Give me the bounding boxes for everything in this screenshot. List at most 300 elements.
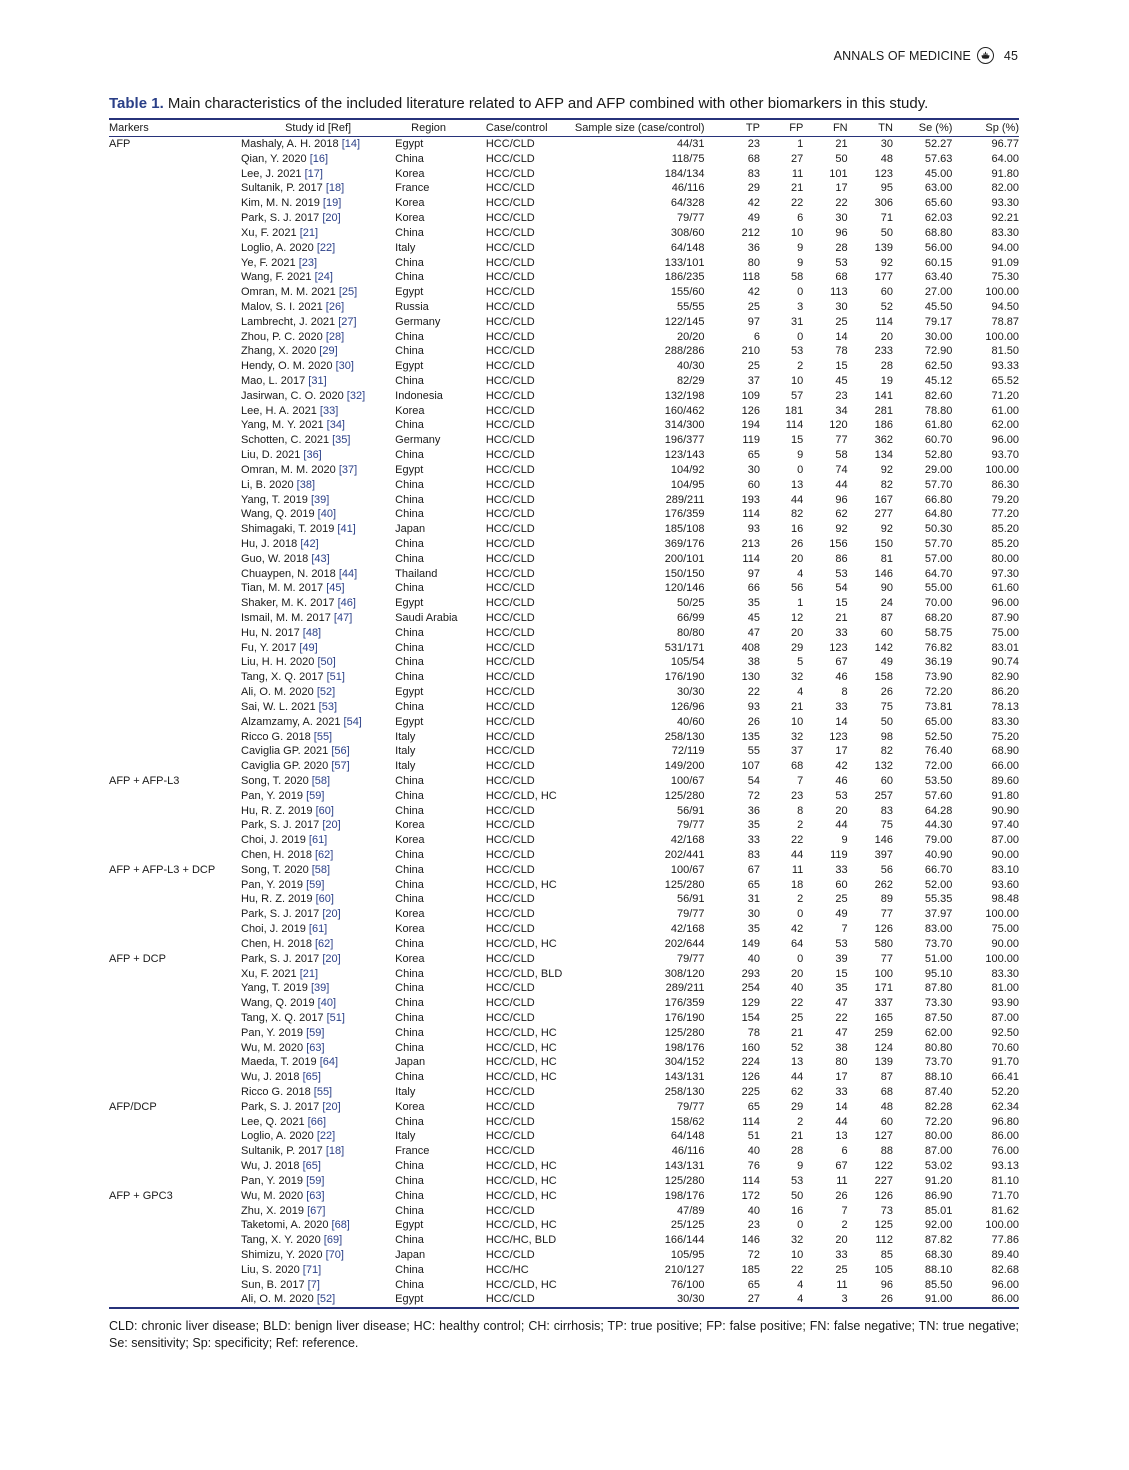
cell-sample-size: 258/130	[664, 730, 705, 743]
table-bottom-rule	[109, 1307, 1019, 1309]
reference-link[interactable]: [40]	[317, 997, 337, 1010]
cell-tp: 6	[753, 330, 760, 343]
cell-sample-size: 72/119	[671, 745, 705, 758]
reference-link[interactable]: [60]	[315, 893, 334, 906]
cell-study-id	[241, 1278, 395, 1293]
reference-link[interactable]: [33]	[319, 404, 339, 417]
cell-sp: 90.74	[991, 656, 1019, 669]
cell-study-id	[241, 952, 395, 967]
cell-fp: 29	[791, 641, 804, 654]
reference-link[interactable]: [54]	[343, 715, 362, 728]
cell-sp: 86.30	[991, 478, 1019, 491]
table-row	[109, 981, 1019, 996]
cell-fn: 60	[835, 878, 848, 891]
cell-case-control: HCC/CLD	[485, 449, 535, 462]
reference-link[interactable]: [20]	[322, 819, 341, 832]
cell-marker	[109, 1263, 241, 1278]
table-row	[109, 418, 1019, 433]
cell-marker: AFP + AFP-L3	[109, 774, 180, 787]
reference-link[interactable]: [58]	[311, 774, 331, 787]
cell-tp: 109	[741, 389, 760, 402]
cell-sample-size: 288/286	[664, 345, 705, 358]
study-name: Lee, J. 2021	[241, 167, 302, 180]
cell-sp: 83.01	[991, 641, 1019, 654]
cell-marker	[109, 1233, 241, 1248]
reference-link[interactable]: [51]	[326, 671, 345, 684]
cell-region: China	[395, 256, 424, 269]
cell-se: 72.00	[924, 760, 953, 773]
reference-link[interactable]: [18]	[325, 1145, 345, 1158]
cell-region: China	[395, 1041, 424, 1054]
reference-link[interactable]: [55]	[313, 1086, 333, 1098]
cell-region: Egypt	[395, 463, 424, 476]
reference-link[interactable]: [14]	[341, 138, 361, 150]
cell-region: Italy	[395, 730, 416, 743]
study-name: Ismail, M. M. 2017	[241, 612, 331, 624]
cell-tn: 114	[875, 315, 893, 328]
reference-link[interactable]: [42]	[300, 537, 319, 550]
cell-tn: 82	[880, 745, 893, 758]
cell-fp: 21	[791, 1026, 804, 1039]
cell-study-id	[241, 522, 395, 537]
reference-link[interactable]: [59]	[306, 878, 325, 891]
cell-region: Russia	[395, 300, 429, 313]
reference-link[interactable]: [50]	[317, 656, 336, 669]
cell-tp: 35	[747, 819, 760, 832]
cell-case-control: HCC/CLD	[485, 1130, 535, 1143]
cell-sp: 98.48	[991, 893, 1019, 906]
cell-case-control: HCC/CLD	[485, 908, 535, 921]
cell-sample-size: 100/67	[670, 774, 705, 787]
reference-link[interactable]: [45]	[326, 582, 345, 595]
reference-link[interactable]: [67]	[307, 1204, 326, 1217]
table-body	[109, 137, 1019, 1307]
cell-tp: 40	[747, 952, 760, 965]
cell-se: 30.00	[924, 330, 953, 343]
cell-marker	[109, 344, 241, 359]
cell-sp: 82.90	[991, 671, 1019, 684]
cell-tn: 146	[874, 834, 893, 847]
cell-se: 45.00	[924, 167, 953, 180]
cell-study-id	[241, 1204, 395, 1219]
cell-fp: 42	[791, 923, 804, 936]
reference-link[interactable]: [19]	[322, 197, 342, 210]
cell-sp: 100.00	[985, 908, 1019, 921]
cell-sp: 86.00	[991, 1130, 1019, 1143]
cell-sample-size: 125/280	[664, 1174, 705, 1187]
cell-sp: 70.60	[991, 1041, 1019, 1054]
cell-sample-size: 202/441	[664, 849, 705, 861]
cell-fn: 14	[835, 330, 848, 343]
reference-link[interactable]: [64]	[319, 1056, 339, 1069]
cell-marker	[109, 493, 241, 508]
cell-case-control: HCC/HC	[485, 1263, 529, 1276]
reference-link[interactable]: [62]	[315, 849, 334, 861]
cell-fp: 1	[797, 597, 804, 610]
cell-region: China	[395, 345, 424, 358]
reference-link[interactable]: [53]	[318, 700, 338, 713]
cell-sp: 62.34	[991, 1100, 1019, 1113]
table-row	[109, 256, 1019, 271]
cell-marker	[109, 848, 241, 863]
study-name: Lee, Q. 2021	[241, 1115, 305, 1128]
cell-region: Korea	[395, 819, 425, 832]
cell-fp: 44	[791, 849, 804, 861]
reference-link[interactable]: [21]	[299, 226, 319, 239]
cell-fn: 50	[835, 152, 848, 165]
cell-sample-size: 56/91	[677, 893, 705, 906]
cell-study-id	[241, 685, 395, 700]
cell-tn: 82	[880, 478, 893, 491]
reference-link[interactable]: [40]	[317, 508, 337, 521]
cell-tn: 50	[880, 715, 893, 728]
cell-se: 52.00	[924, 878, 953, 891]
cell-sp: 91.70	[991, 1056, 1019, 1069]
reference-link[interactable]: [61]	[308, 923, 328, 936]
reference-link[interactable]: [63]	[306, 1041, 325, 1054]
cell-se: 52.27	[924, 138, 953, 150]
cell-se: 50.30	[924, 523, 953, 536]
cell-fp: 7	[797, 774, 804, 787]
cell-study-id	[241, 1115, 395, 1130]
cell-region: China	[395, 449, 424, 462]
cell-case-control: HCC/CLD	[485, 1145, 535, 1158]
cell-sample-size: 304/152	[664, 1056, 705, 1069]
reference-link[interactable]: [17]	[304, 167, 323, 180]
study-name: Park, S. J. 2017	[241, 908, 320, 921]
cell-marker	[109, 922, 241, 937]
cell-fp: 10	[791, 715, 804, 728]
reference-link[interactable]: [36]	[303, 449, 322, 462]
study-name: Xu, F. 2021	[241, 226, 297, 239]
cell-marker	[109, 878, 241, 893]
cell-se: 53.02	[924, 1160, 953, 1173]
cell-fp: 16	[791, 1204, 804, 1217]
cell-tn: 60	[880, 1115, 893, 1128]
cell-study-id	[241, 1085, 395, 1100]
table-row	[109, 892, 1019, 907]
cell-se: 60.70	[924, 434, 953, 447]
cell-case-control: HCC/CLD	[485, 1086, 535, 1098]
cell-sp: 71.70	[991, 1189, 1019, 1202]
reference-link[interactable]: [27]	[338, 315, 357, 328]
cell-se: 68.30	[924, 1248, 953, 1261]
cell-study-id	[241, 418, 395, 433]
cell-case-control: HCC/CLD	[485, 774, 535, 787]
cell-study-id	[241, 730, 395, 745]
reference-link[interactable]: [62]	[315, 937, 334, 950]
reference-link[interactable]: [68]	[331, 1219, 350, 1232]
cell-tp: 25	[747, 300, 760, 313]
cell-case-control: HCC/CLD, BLD	[485, 967, 563, 980]
reference-link[interactable]: [38]	[296, 478, 316, 491]
cell-sample-size: 20/20	[677, 330, 705, 343]
table-row	[109, 167, 1019, 182]
cell-study-id	[241, 330, 395, 345]
cell-case-control: HCC/CLD	[485, 360, 535, 373]
cell-sp: 62.00	[991, 419, 1019, 432]
cell-study-id	[241, 1011, 395, 1026]
cell-fp: 12	[791, 612, 804, 624]
study-name: Shimagaki, T. 2019	[241, 523, 335, 536]
study-name: Park, S. J. 2017	[241, 819, 320, 832]
cell-se: 80.80	[924, 1041, 953, 1054]
cell-tp: 293	[741, 967, 760, 980]
reference-link[interactable]: [35]	[332, 434, 351, 447]
cell-study-id	[241, 833, 395, 848]
cell-marker	[109, 404, 241, 419]
reference-link[interactable]: [20]	[322, 952, 341, 965]
cell-fp: 26	[791, 537, 804, 550]
publisher-logo-icon	[977, 47, 994, 64]
cell-region: China	[395, 1234, 424, 1247]
cell-study-id	[241, 374, 395, 389]
reference-link[interactable]: [31]	[308, 375, 327, 387]
reference-link[interactable]: [70]	[325, 1248, 344, 1261]
cell-fn: 68	[835, 271, 848, 284]
reference-link[interactable]: [56]	[331, 745, 350, 758]
reference-link[interactable]: [20]	[322, 212, 341, 225]
cell-case-control: HCC/CLD	[485, 893, 535, 906]
column-header-fn: FN	[832, 122, 848, 134]
cell-se: 87.82	[924, 1234, 953, 1247]
cell-study-id	[241, 878, 395, 893]
cell-study-id	[241, 1174, 395, 1189]
cell-marker	[109, 418, 241, 433]
cell-region: Egypt	[395, 286, 424, 299]
study-name: Pan, Y. 2019	[241, 789, 303, 802]
cell-sample-size: 46/116	[671, 182, 705, 195]
cell-fn: 11	[836, 1174, 848, 1187]
column-header-tp: TP	[745, 122, 760, 134]
cell-sample-size: 64/148	[670, 1130, 705, 1143]
cell-se: 88.10	[924, 1263, 953, 1276]
reference-link[interactable]: [23]	[298, 256, 318, 269]
reference-link[interactable]: [37]	[338, 463, 358, 476]
study-name: Alzamzamy, A. 2021	[241, 715, 341, 728]
reference-link[interactable]: [46]	[337, 597, 356, 610]
cell-tp: 78	[747, 1026, 760, 1039]
cell-sp: 96.80	[991, 1115, 1019, 1128]
cell-region: Italy	[395, 1086, 416, 1098]
cell-study-id	[241, 359, 395, 374]
table-row	[109, 404, 1019, 419]
cell-sample-size: 79/77	[677, 1100, 705, 1113]
cell-sample-size: 143/131	[664, 1071, 705, 1084]
cell-tn: 48	[880, 1100, 893, 1113]
study-name: Choi, J. 2019	[241, 923, 306, 936]
cell-study-id	[241, 315, 395, 330]
cell-tn: 77	[880, 908, 893, 921]
cell-fp: 37	[791, 745, 804, 758]
reference-link[interactable]: [25]	[338, 286, 358, 299]
cell-tn: 362	[874, 434, 893, 447]
cell-fp: 32	[791, 671, 804, 684]
cell-sample-size: 46/116	[671, 1145, 705, 1158]
cell-marker	[109, 270, 241, 285]
table-row	[109, 359, 1019, 374]
table-row	[109, 655, 1019, 670]
cell-region: Italy	[395, 760, 416, 773]
reference-link[interactable]: [43]	[311, 552, 330, 565]
cell-fp: 44	[791, 1071, 804, 1084]
reference-link[interactable]: [44]	[338, 567, 358, 580]
cell-sp: 83.30	[991, 715, 1019, 728]
cell-tn: 85	[880, 1248, 893, 1261]
cell-sample-size: 202/644	[664, 937, 705, 950]
cell-se: 52.80	[924, 449, 953, 462]
reference-link[interactable]: [30]	[335, 360, 354, 373]
cell-sp: 92.21	[991, 212, 1019, 225]
cell-tp: 126	[741, 1071, 760, 1084]
reference-link[interactable]: [47]	[333, 612, 353, 624]
reference-link[interactable]: [22]	[316, 1130, 336, 1143]
cell-tp: 65	[747, 1100, 760, 1113]
cell-fn: 26	[835, 1189, 848, 1202]
cell-marker	[109, 1144, 241, 1159]
reference-link[interactable]: [21]	[299, 967, 319, 980]
reference-link[interactable]: [60]	[315, 804, 334, 817]
cell-sp: 93.33	[991, 360, 1019, 373]
cell-region: China	[395, 656, 424, 669]
cell-sp: 97.30	[991, 567, 1019, 580]
reference-link[interactable]: [20]	[322, 908, 341, 921]
reference-link[interactable]: [32]	[346, 389, 366, 402]
table-row	[109, 1189, 1019, 1204]
reference-link[interactable]: [16]	[309, 152, 329, 165]
cell-fp: 11	[791, 863, 804, 876]
reference-link[interactable]: [63]	[306, 1189, 325, 1202]
reference-link[interactable]: [52]	[316, 1293, 336, 1306]
reference-link[interactable]: [55]	[313, 730, 333, 743]
cell-study-id	[241, 1159, 395, 1174]
cell-case-control: HCC/CLD	[485, 330, 535, 343]
reference-link[interactable]: [22]	[316, 241, 336, 254]
cell-tn: 123	[874, 167, 893, 180]
cell-fn: 25	[835, 315, 848, 328]
reference-link[interactable]: [34]	[326, 419, 345, 432]
reference-link[interactable]: [18]	[325, 182, 345, 195]
cell-tn: 50	[880, 226, 893, 239]
cell-fn: 35	[835, 982, 848, 995]
cell-marker	[109, 537, 241, 552]
cell-tn: 124	[874, 1041, 893, 1054]
cell-study-id	[241, 1218, 395, 1233]
reference-link[interactable]: [26]	[325, 300, 345, 313]
reference-link[interactable]: [65]	[302, 1160, 321, 1173]
cell-sp: 93.13	[991, 1160, 1019, 1173]
cell-fn: 96	[835, 493, 848, 506]
cell-sp: 90.00	[991, 849, 1019, 861]
cell-fn: 14	[835, 715, 848, 728]
cell-tp: 154	[741, 1011, 760, 1024]
reference-link[interactable]: [7]	[307, 1278, 320, 1291]
cell-fn: 2	[841, 1219, 848, 1232]
reference-link[interactable]: [48]	[302, 626, 322, 639]
cell-tp: 67	[747, 863, 760, 876]
cell-marker	[109, 818, 241, 833]
cell-fp: 0	[797, 952, 804, 965]
reference-link[interactable]: [58]	[311, 863, 331, 876]
cell-study-id	[241, 389, 395, 404]
cell-sample-size: 55/55	[677, 300, 705, 313]
cell-fn: 20	[835, 804, 848, 817]
cell-marker	[109, 937, 241, 952]
table-row	[109, 878, 1019, 893]
cell-fn: 67	[835, 1160, 848, 1173]
cell-tp: 114	[742, 552, 760, 565]
reference-link[interactable]: [65]	[302, 1071, 321, 1084]
reference-link[interactable]: [71]	[302, 1263, 322, 1276]
cell-sample-size: 176/190	[664, 671, 705, 684]
cell-region: Egypt	[395, 1293, 424, 1306]
cell-region: Korea	[395, 197, 425, 210]
table-row	[109, 967, 1019, 982]
reference-link[interactable]: [59]	[306, 1026, 325, 1039]
reference-link[interactable]: [66]	[307, 1115, 327, 1128]
cell-region: China	[395, 967, 424, 980]
cell-region: Korea	[395, 404, 425, 417]
reference-link[interactable]: [20]	[322, 1100, 341, 1113]
reference-link[interactable]: [61]	[308, 834, 328, 847]
cell-sp: 83.30	[991, 967, 1019, 980]
cell-region: Korea	[395, 834, 425, 847]
cell-region: China	[395, 330, 424, 343]
reference-link[interactable]: [29]	[319, 345, 338, 358]
reference-link[interactable]: [69]	[323, 1234, 343, 1247]
cell-sample-size: 80/80	[677, 626, 705, 639]
cell-case-control: HCC/CLD	[485, 834, 535, 847]
cell-region: China	[395, 1115, 424, 1128]
reference-link[interactable]: [28]	[325, 330, 345, 343]
cell-se: 62.50	[924, 360, 953, 373]
table-row	[109, 1070, 1019, 1085]
study-name: Yang, M. Y. 2021	[241, 419, 324, 432]
reference-link[interactable]: [59]	[306, 789, 325, 802]
reference-link[interactable]: [39]	[310, 493, 330, 506]
cell-tp: 29	[747, 182, 760, 195]
cell-case-control: HCC/CLD	[485, 730, 535, 743]
cell-marker	[109, 315, 241, 330]
cell-tn: 139	[874, 241, 893, 254]
reference-link[interactable]: [51]	[326, 1011, 345, 1024]
reference-link[interactable]: [41]	[337, 523, 356, 536]
cell-sample-size: 150/150	[664, 567, 705, 580]
reference-link[interactable]: [39]	[310, 982, 330, 995]
cell-fp: 4	[797, 567, 804, 580]
cell-tp: 408	[741, 641, 760, 654]
cell-fp: 62	[791, 1086, 804, 1098]
cell-fp: 21	[791, 1130, 804, 1143]
cell-tp: 35	[747, 923, 760, 936]
reference-link[interactable]: [49]	[299, 641, 318, 654]
reference-link[interactable]: [52]	[316, 686, 336, 699]
cell-fn: 45	[835, 375, 848, 387]
cell-sample-size: 176/359	[664, 508, 705, 521]
reference-link[interactable]: [57]	[331, 760, 350, 773]
cell-fp: 22	[791, 997, 804, 1010]
cell-tp: 65	[747, 449, 760, 462]
reference-link[interactable]: [59]	[306, 1174, 325, 1187]
cell-se: 56.00	[924, 241, 953, 254]
cell-tp: 40	[747, 1204, 760, 1217]
cell-case-control: HCC/CLD	[485, 567, 535, 580]
cell-tp: 76	[747, 1160, 760, 1173]
cell-fp: 2	[797, 360, 804, 373]
cell-region: China	[395, 700, 424, 713]
reference-link[interactable]: [24]	[314, 271, 333, 284]
cell-se: 36.19	[924, 656, 953, 669]
